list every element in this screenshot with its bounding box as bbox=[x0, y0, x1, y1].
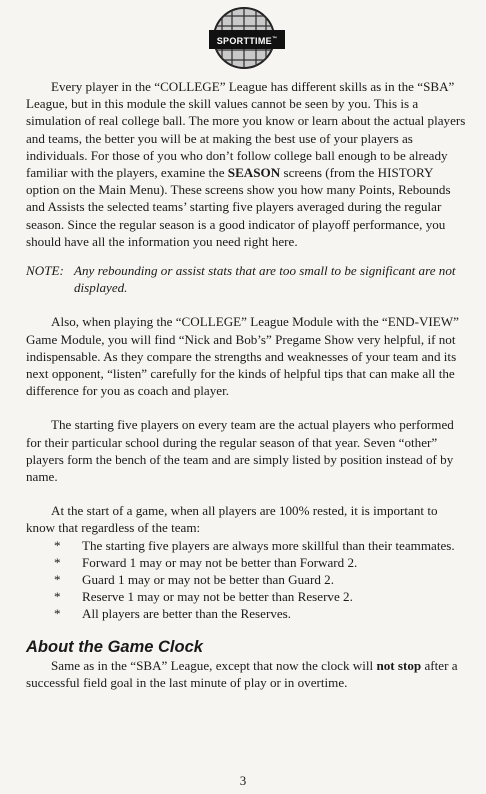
season-emphasis: SEASON bbox=[227, 165, 281, 181]
list-item: * All players are better than the Reserves. bbox=[54, 606, 292, 622]
list-item: * The starting five players are always more skillful than their teammates. bbox=[54, 537, 455, 553]
list-item: * Reserve 1 may or may not be better than Reserve 2. bbox=[54, 589, 353, 605]
list-item: * Guard 1 may or may not be better than Guard 2. bbox=[54, 572, 334, 588]
note-label: NOTE: bbox=[26, 263, 64, 279]
section-heading: About the Game Clock bbox=[26, 637, 203, 656]
note-text: Any rebounding or assist stats that are too small to be significant are not displayed. bbox=[74, 263, 456, 296]
game-clock-paragraph: Same as in the “SBA” League, except that now the clock will not stop after a successful field goal in the last minute of play or in overtime. bbox=[26, 657, 458, 690]
page-number: 3 bbox=[239, 773, 247, 788]
starting-five-paragraph: The starting five players on every team are the actual players who performed for their particular school during the regular season of that year. Seven “other” players form the bench of the team and are simply listed by position instead of by name. bbox=[26, 417, 454, 485]
note-block bbox=[26, 262, 466, 296]
rules-list bbox=[26, 537, 466, 623]
not-stop-emphasis: not stop bbox=[376, 657, 422, 673]
page-content bbox=[26, 78, 466, 691]
list-item: * Forward 1 may or may not be better than Forward 2. bbox=[54, 554, 358, 570]
intro-paragraph: Every player in the “COLLEGE” League has different skills as in the “SBA” League, but in this module the skill values cannot be seen by you. This is a simulation of real college ball. The more you know or learn about the actual players and teams, the better you will be at making the best use of your players as individuals. For those of you who don’t follow college ball enough to be already familiar with the players, examine the SEASON screens (from the HISTORY option on the Main Menu). These screens show you how many Points, Rebounds and Assists the selected teams’ starting five players averaged during the regular season. Since the regular season is a good indicator of playoff performance, you should have all the information you need right here. bbox=[26, 79, 466, 249]
end-view-paragraph: Also, when playing the “COLLEGE” League Module with the “END-VIEW” Game Module, you will find “Nick and Bob’s” Pregame Show very helpful, if not indispensable. As they compare the strengths and weaknesses of your team and its next opponent, “listen” carefully for the kinds of helpful tips that can make all the difference for you as coach and player. bbox=[26, 314, 459, 399]
sporttime-logo-badge: SPORTTIME™ bbox=[209, 30, 285, 49]
game-start-paragraph: At the start of a game, when all players are 100% rested, it is important to know that regardless of the team: bbox=[26, 503, 438, 536]
